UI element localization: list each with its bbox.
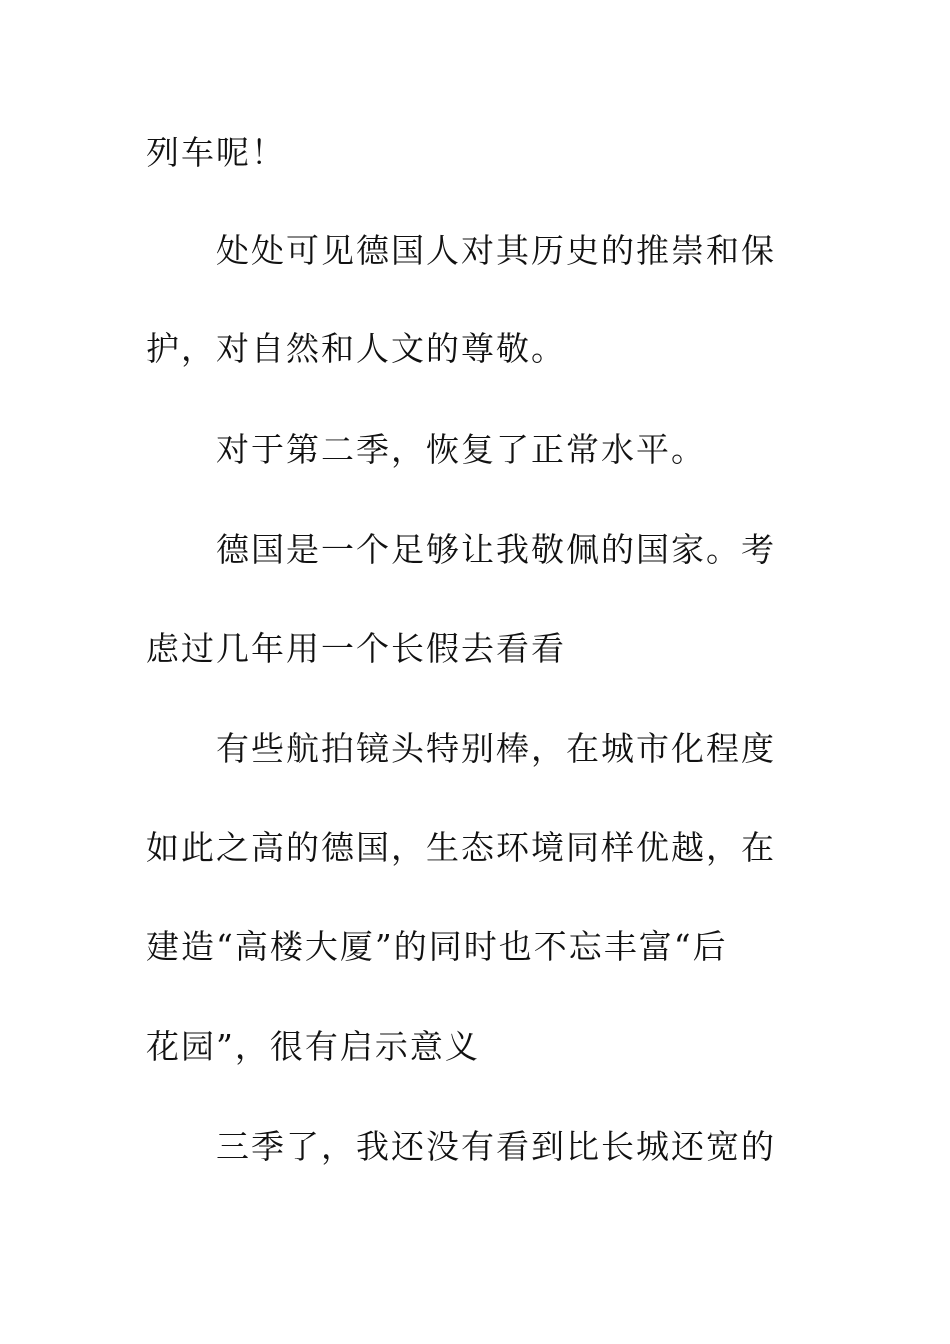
paragraph-start-line: 德国是一个足够让我敬佩的国家。考 bbox=[216, 530, 776, 569]
text-line: 如此之高的德国，生态环境同样优越，在 bbox=[146, 828, 776, 867]
paragraph-start-line: 有些航拍镜头特别棒，在城市化程度 bbox=[216, 729, 776, 768]
paragraph-start-line: 对于第二季，恢复了正常水平。 bbox=[216, 430, 706, 469]
text-line: 虑过几年用一个长假去看看 bbox=[146, 629, 566, 668]
text-line: 建造“高楼大厦”的同时也不忘丰富“后 bbox=[146, 927, 728, 966]
paragraph-start-line: 处处可见德国人对其历史的推崇和保 bbox=[216, 231, 776, 270]
text-line: 列车呢！ bbox=[146, 133, 286, 172]
text-line: 花园”，很有启示意义 bbox=[146, 1027, 480, 1066]
paragraph-start-line: 三季了，我还没有看到比长城还宽的 bbox=[216, 1127, 776, 1166]
text-line: 护，对自然和人文的尊敬。 bbox=[146, 329, 566, 368]
